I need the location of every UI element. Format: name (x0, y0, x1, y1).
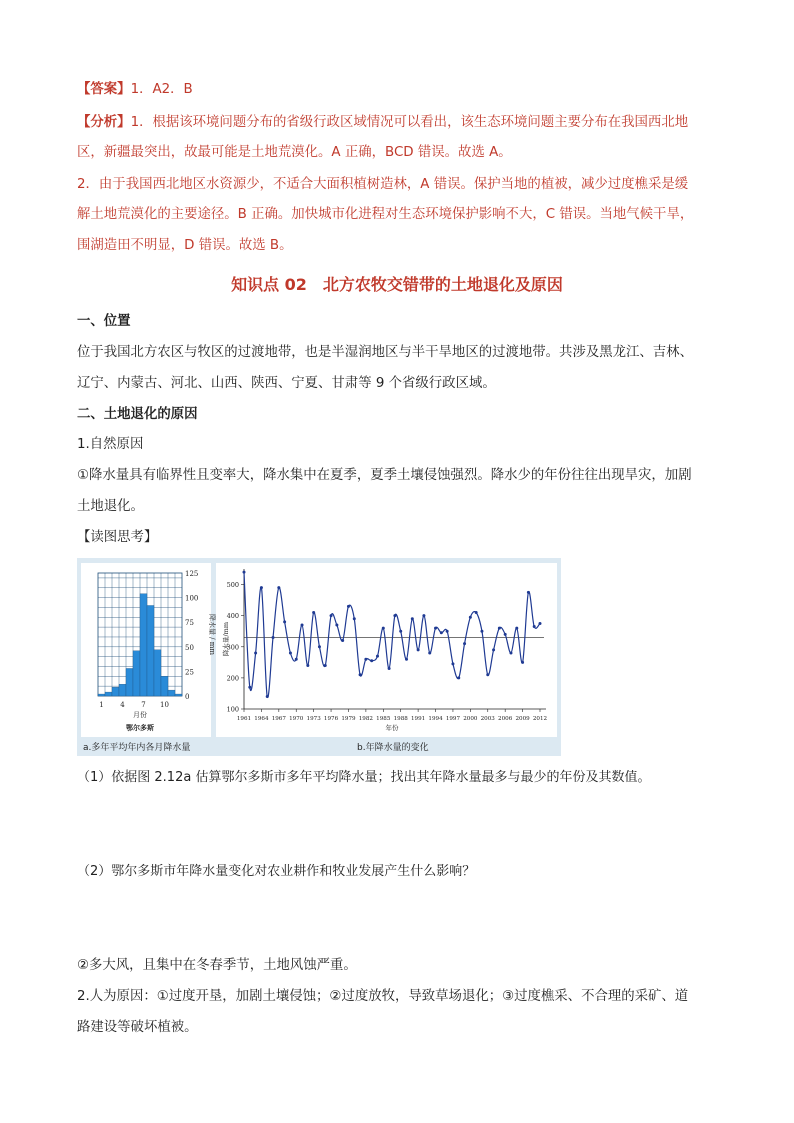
x-tick-label: 1991 (410, 716, 426, 722)
annual-precip-chart (216, 563, 557, 737)
data-point-1996 (446, 630, 449, 633)
answer-line (77, 80, 193, 100)
data-point-1995 (440, 631, 443, 634)
y-tick-label: 125 (185, 570, 199, 578)
x-axis-label: 年份 (385, 724, 399, 732)
bar-month-1 (98, 694, 105, 696)
x-tick-label: 2012 (532, 716, 548, 722)
data-point-1994 (434, 627, 437, 630)
bar-month-5 (126, 668, 133, 696)
natural-item2: ②多大风，且集中在冬春季节，土地风蚀严重。 (77, 958, 357, 973)
x-tick-label: 1997 (445, 716, 461, 722)
analysis-line-4: 解土地荒漠化的主要途径。B 正确。加快城市化进程对生态环境保护影响不大，C 错误。当地气候干旱， (77, 207, 694, 222)
data-point-1974 (318, 645, 321, 648)
y-axis-label: 降水量/mm (222, 621, 230, 657)
x-tick-label: 1961 (236, 716, 252, 722)
data-point-2002 (480, 630, 483, 633)
data-point-1976 (330, 614, 333, 617)
data-point-2001 (475, 611, 478, 614)
bar-month-3 (112, 687, 119, 696)
data-point-2009 (521, 661, 524, 664)
data-point-2004 (492, 648, 495, 651)
monthly-precip-chart (81, 563, 216, 737)
data-point-1999 (463, 642, 466, 645)
data-point-1982 (364, 658, 367, 661)
data-point-1986 (388, 667, 391, 670)
x-tick-label: 1985 (376, 716, 391, 722)
x-tick-label: 1964 (254, 716, 269, 722)
data-point-1993 (428, 652, 431, 655)
data-point-1981 (359, 673, 362, 676)
data-point-1997 (451, 662, 454, 665)
data-point-2000 (469, 616, 472, 619)
bar-month-10 (161, 676, 168, 696)
data-point-2012 (539, 622, 542, 625)
data-point-1961 (243, 571, 246, 574)
data-point-1984 (376, 655, 379, 658)
natural-item1-line1: ①降水量具有临界性且变率大，降水集中在夏季，夏季土壤侵蚀强烈。降水少的年份往往出现旱灾，加剧 (77, 468, 692, 483)
analysis-line-1 (77, 113, 688, 133)
location-line-1: 位于我国北方农区与牧区的过渡地带，也是半湿润地区与半干旱地区的过渡地带。共涉及黑龙江、吉林、 (77, 345, 693, 360)
data-point-1989 (405, 658, 408, 661)
x-tick-label: 1973 (306, 716, 321, 722)
data-point-1977 (335, 624, 338, 627)
analysis-text-1: 1．根据该环境问题分布的省级行政区域情况可以看出，该生态环境问题主要分布在我国西北地 (130, 115, 689, 130)
x-tick-label: 2003 (480, 716, 495, 722)
x-tick-label: 1979 (341, 716, 356, 722)
data-point-1964 (260, 586, 263, 589)
y-tick-label: 100 (226, 705, 239, 714)
analysis-tag: 【分析】 (77, 115, 131, 130)
x-tick-label: 1970 (289, 716, 304, 722)
x-tick-label: 1976 (323, 716, 339, 722)
x-tick-label: 10 (160, 701, 169, 709)
data-point-1966 (272, 636, 275, 639)
answer-text: 1．A2．B (130, 82, 193, 97)
section-title: 知识点 02 北方农牧交错带的土地退化及原因 (231, 275, 563, 294)
data-point-1967 (277, 586, 280, 589)
data-point-1998 (457, 676, 460, 679)
data-point-1990 (411, 617, 414, 620)
natural-causes-label: 1.自然原因 (77, 437, 144, 452)
human-causes-line1: 2.人为原因：①过度开垦，加剧土壤侵蚀；②过度放牧，导致草场退化；③过度樵采、不合理的采矿、道 (77, 989, 689, 1004)
precipitation-figure (77, 558, 561, 756)
data-point-1979 (347, 605, 350, 608)
data-point-1978 (341, 639, 344, 642)
x-tick-label: 2009 (515, 716, 530, 722)
y-tick-label: 400 (226, 612, 239, 621)
x-tick-label: 2006 (498, 716, 513, 722)
analysis-line-2: 区，新疆最突出，故最可能是土地荒漠化。A 正确，BCD 错误。故选 A。 (77, 145, 512, 160)
data-point-1987 (393, 614, 396, 617)
read-think-label: 【读图思考】 (77, 530, 158, 545)
series-line (244, 572, 540, 697)
data-point-1963 (254, 652, 257, 655)
analysis-line-3: 2．由于我国西北地区水资源少，不适合大面积植树造林，A 错误。保护当地的植被，减少过度樵采是缓 (77, 177, 689, 192)
bar-month-9 (154, 650, 161, 696)
data-point-1985 (382, 627, 385, 630)
x-tick-label: 1988 (393, 716, 408, 722)
x-axis-label: 月份 (133, 711, 147, 719)
data-point-2008 (515, 627, 518, 630)
caption-a: a.多年平均年内各月降水量 (83, 743, 191, 753)
x-tick-label: 2000 (463, 716, 478, 722)
location-heading: 一、位置 (77, 314, 131, 329)
station-label: 鄂尔多斯 (126, 723, 154, 732)
data-point-1992 (422, 614, 425, 617)
x-tick-label: 1994 (428, 716, 443, 722)
bar-month-2 (105, 692, 112, 696)
data-point-1975 (324, 664, 327, 667)
bar-month-7 (140, 594, 147, 696)
x-tick-label: 7 (141, 701, 146, 709)
analysis-line-5: 围湖造田不明显，D 错误。故选 B。 (77, 238, 293, 253)
y-tick-label: 500 (226, 581, 239, 590)
data-point-1968 (283, 620, 286, 623)
data-point-1970 (295, 658, 298, 661)
causes-heading: 二、土地退化的原因 (77, 407, 198, 422)
question-1: （1）依据图 2.12a 估算鄂尔多斯市多年平均降水量；找出其年降水量最多与最少的年份及其数值。 (77, 770, 651, 785)
y-tick-label: 100 (185, 594, 199, 603)
y-tick-label: 50 (185, 643, 194, 652)
data-point-2010 (527, 591, 530, 594)
y-tick-label: 75 (185, 619, 194, 628)
x-tick-label: 1 (99, 701, 104, 709)
caption-b: b.年降水量的变化 (357, 743, 429, 753)
bar-month-4 (119, 684, 126, 696)
y-axis-label: 降水量 / mm (208, 613, 216, 656)
bar-month-11 (168, 690, 175, 696)
data-point-2006 (504, 633, 507, 636)
data-point-2011 (533, 625, 536, 628)
data-point-1988 (399, 630, 402, 633)
data-point-1991 (417, 648, 420, 651)
data-point-1972 (306, 664, 309, 667)
data-point-2005 (498, 627, 501, 630)
y-tick-label: 300 (226, 643, 239, 652)
x-tick-label: 1967 (271, 716, 286, 722)
bar-month-6 (133, 651, 140, 696)
monthly-chart-panel (81, 563, 216, 737)
y-tick-label: 0 (185, 693, 190, 701)
human-causes-line2: 路建设等破坏植被。 (77, 1020, 198, 1035)
answer-tag: 【答案】 (77, 82, 131, 97)
x-tick-label: 1982 (358, 716, 374, 722)
data-point-2003 (486, 673, 489, 676)
natural-item1-line2: 土地退化。 (77, 499, 144, 514)
data-point-1965 (266, 695, 269, 698)
data-point-1969 (289, 652, 292, 655)
data-point-1971 (301, 624, 304, 627)
data-point-2007 (509, 652, 512, 655)
data-point-1973 (312, 611, 315, 614)
question-2: （2）鄂尔多斯市年降水量变化对农业耕作和牧业发展产生什么影响？ (77, 864, 476, 879)
data-point-1980 (353, 617, 356, 620)
data-point-1983 (370, 659, 373, 662)
y-tick-label: 200 (226, 674, 239, 683)
y-tick-label: 25 (185, 668, 194, 677)
x-tick-label: 4 (120, 701, 125, 709)
location-line-2: 辽宁、内蒙古、河北、山西、陕西、宁夏、甘肃等 9 个省级行政区域。 (77, 376, 496, 391)
annual-chart-panel (216, 563, 557, 737)
bar-month-12 (175, 694, 182, 696)
data-point-1962 (248, 686, 251, 689)
bar-month-8 (147, 605, 154, 696)
